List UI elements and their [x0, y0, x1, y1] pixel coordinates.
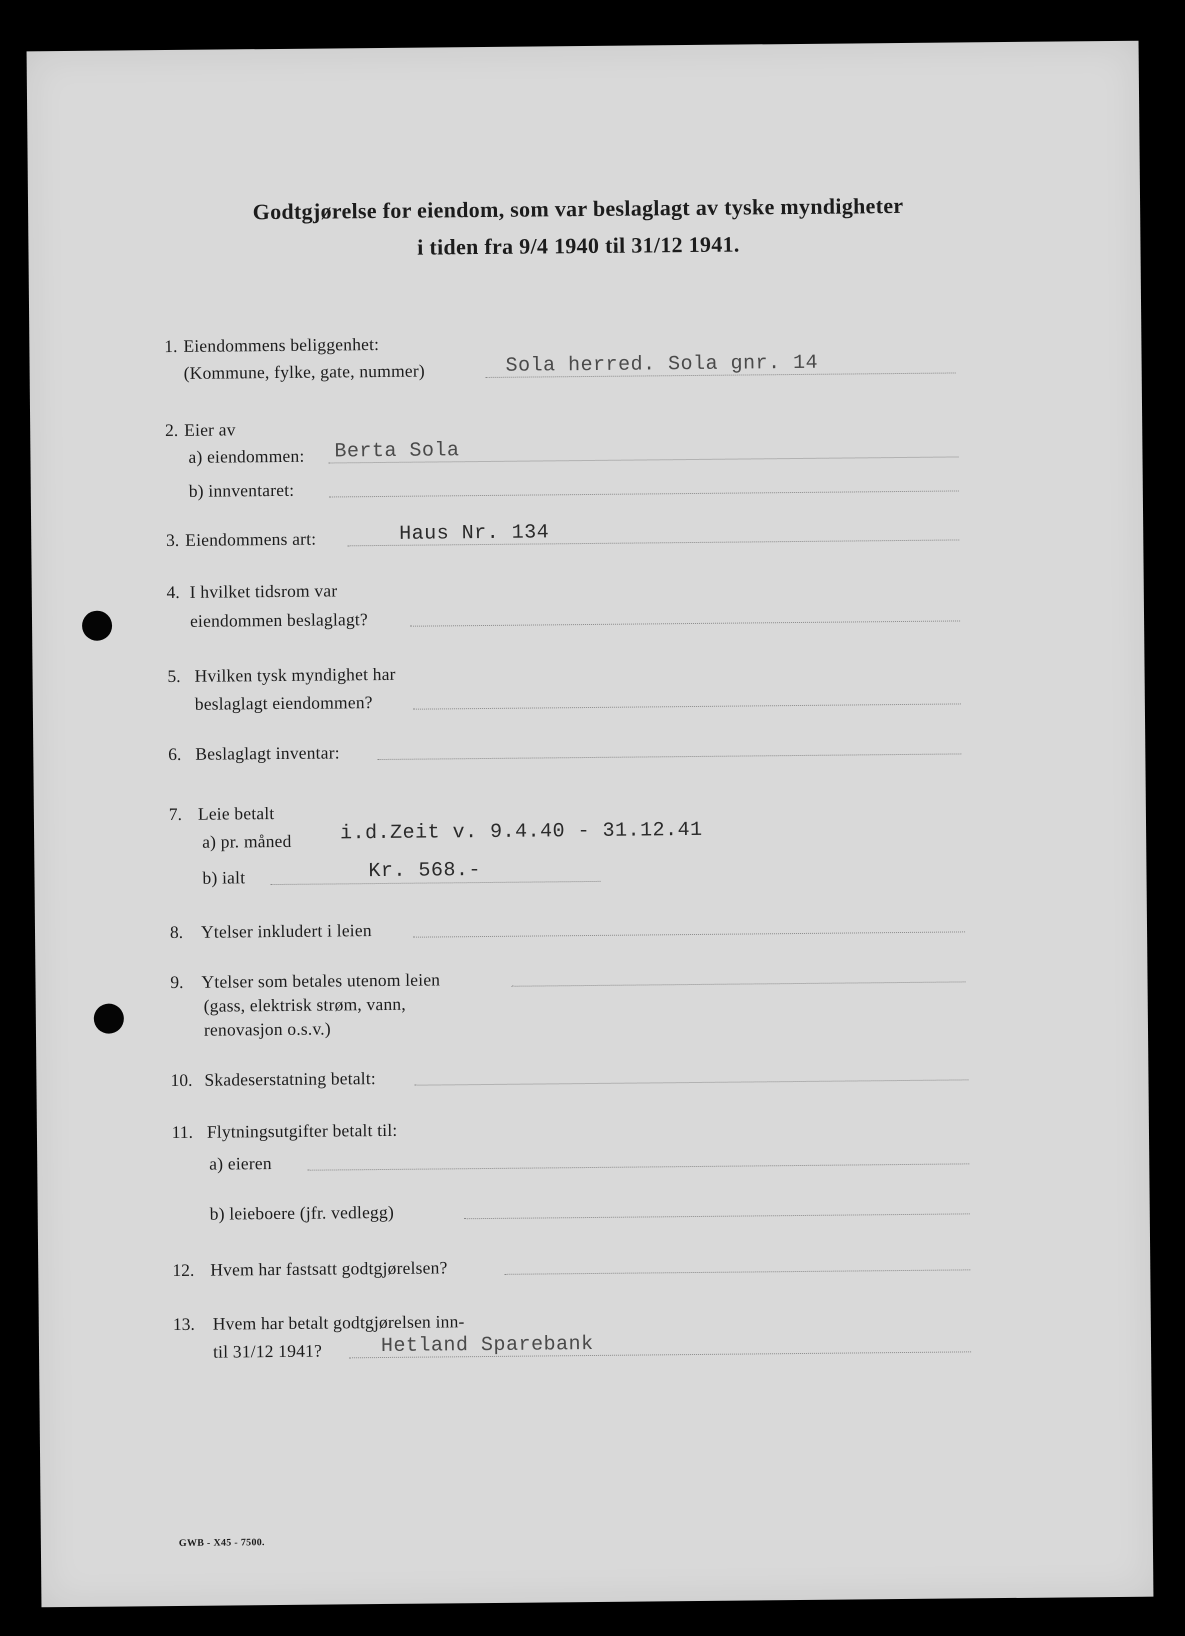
item-5-label: Hvilken tysk myndighet har [194, 663, 396, 686]
item-8-label: Ytelser inkludert i leien [200, 920, 372, 942]
item-13-label: Hvem har betalt godtgjørelsen inn- [212, 1311, 465, 1334]
item-9-label: Ytelser som betales utenom leien [201, 969, 441, 992]
item-9-sublabel-1: (gass, elektrisk strøm, vann, [203, 993, 406, 1016]
item-1-sublabel: (Kommune, fylke, gate, nummer) [183, 360, 425, 383]
item-13-value: Hetland Sparebank [380, 1332, 594, 1359]
item-5-number: 5. [167, 665, 181, 687]
item-7b-value: Kr. 568.- [368, 859, 482, 884]
item-4-label: I hvilket tidsrom var [189, 580, 338, 602]
document-page [27, 41, 1154, 1608]
item-2a-label: a) eiendommen: [188, 445, 305, 467]
item-9-number: 9. [170, 971, 184, 993]
item-2b-label: b) innventaret: [188, 479, 295, 501]
item-7b-label: b) ialt [202, 867, 246, 888]
item-7-label: Leie betalt [197, 803, 275, 824]
item-1-number: 1. [164, 335, 178, 357]
item-12-label: Hvem har fastsatt godtgjørelsen? [210, 1257, 448, 1280]
item-11-label: Flytningsutgifter betalt til: [206, 1119, 398, 1142]
item-3-value: Haus Nr. 134 [399, 521, 550, 546]
item-6-fill-line [377, 753, 961, 760]
item-2-label: Eier av [184, 419, 236, 440]
item-2b-fill-line [329, 490, 959, 497]
item-4-fill-line [410, 620, 960, 626]
item-2-number: 2. [164, 419, 179, 441]
item-4-number: 4. [166, 581, 180, 603]
item-3-label: Eiendommens art: [185, 528, 317, 550]
item-7a-value: i.d.Zeit v. 9.4.40 - 31.12.41 [339, 818, 703, 846]
item-5-fill-line [413, 703, 961, 709]
item-12-fill-line [504, 1269, 970, 1274]
item-11a-fill-line [307, 1163, 969, 1170]
item-10-label: Skadeserstatning betalt: [204, 1068, 377, 1090]
item-6-number: 6. [168, 743, 182, 765]
item-7-number: 7. [168, 803, 182, 825]
item-7a-label: a) pr. måned [202, 830, 292, 852]
item-2a-value: Berta Sola [334, 439, 460, 464]
item-1-value: Sola herred. Sola gnr. 14 [505, 351, 819, 378]
item-11-number: 11. [171, 1121, 194, 1143]
item-11a-label: a) eieren [209, 1153, 272, 1174]
item-11b-label: b) leieboere (jfr. vedlegg) [209, 1201, 395, 1224]
document-title [138, 186, 1019, 268]
item-9-fill-line [512, 981, 966, 986]
item-5-sublabel: beslaglagt eiendommen? [194, 692, 373, 714]
item-13-sublabel: til 31/12 1941? [212, 1340, 323, 1362]
item-10-fill-line [414, 1079, 968, 1085]
item-12-number: 12. [172, 1259, 195, 1281]
item-6-label: Beslaglagt inventar: [195, 742, 340, 764]
item-4-sublabel: eiendommen beslaglagt? [189, 609, 369, 631]
item-9-sublabel-2: renovasjon o.s.v.) [203, 1018, 331, 1040]
item-1-label: Eiendommens beliggenhet: [183, 334, 380, 356]
item-11b-fill-line [464, 1213, 970, 1219]
item-13-number: 13. [172, 1313, 195, 1335]
item-8-fill-line [413, 931, 965, 937]
punch-hole-upper [82, 611, 112, 641]
title-line-1: Godtgjørelse for eiendom, som var beslaglagt av tyske myndigheter [252, 192, 904, 225]
title-line-2: i tiden fra 9/4 1940 til 31/12 1941. [417, 231, 740, 260]
item-8-number: 8. [169, 921, 184, 943]
print-code-footer: GWB - X45 - 7500. [178, 1537, 265, 1549]
item-3-number: 3. [166, 529, 180, 551]
punch-hole-lower [94, 1003, 124, 1033]
item-10-number: 10. [170, 1069, 193, 1091]
